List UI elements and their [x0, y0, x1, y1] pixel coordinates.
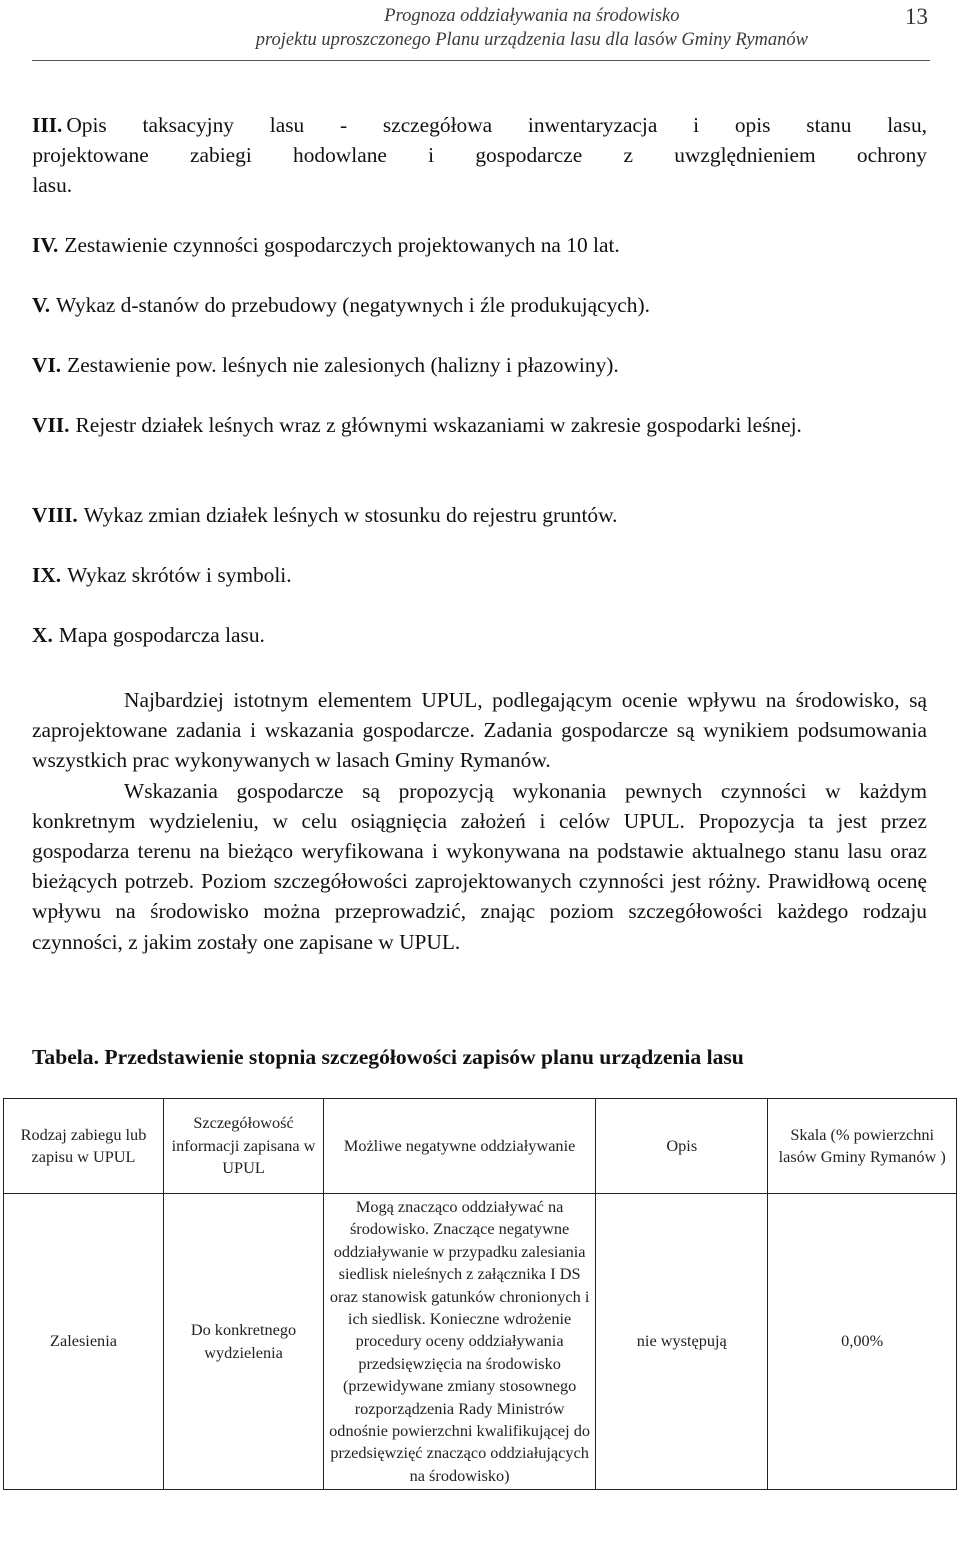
list-item-number: VII. [32, 413, 70, 437]
table-caption-label: Tabela. [32, 1045, 100, 1069]
list-item [32, 500, 927, 530]
list-item-number: X. [32, 623, 53, 647]
list-item-number: VI. [32, 353, 62, 377]
table-row [4, 1194, 957, 1490]
list-item-number: IX. [32, 563, 62, 587]
list-item-line: Opis taksacyjny lasu - szczegółowa inwentaryzacja i opis stanu lasu, [66, 113, 927, 137]
table-header-row [4, 1099, 957, 1194]
list-item-number: IV. [32, 233, 59, 257]
list-item [32, 350, 927, 380]
cell-scale: 0,00% [768, 1194, 957, 1490]
header-line-2: projektu uproszczonego Planu urządzenia lasu dla lasów Gminy Rymanów [255, 30, 808, 50]
list-item-number: III. [32, 113, 63, 137]
table-caption [32, 1045, 744, 1070]
list-item-text: Zestawienie pow. leśnych nie zalesionych (halizny i płazowiny). [67, 353, 619, 377]
column-header-scale: Skala (% powierzchni lasów Gminy Rymanów ) [768, 1099, 957, 1194]
list-item-line: lasu. [32, 173, 73, 197]
cell-type: Zalesienia [4, 1194, 164, 1490]
page-number: 13 [905, 4, 928, 29]
list-item-line: projektowane zabiegi hodowlane i gospodarcze z uwzględnieniem ochrony [32, 143, 927, 167]
list-item [32, 560, 927, 590]
column-header-impact: Możliwe negatywne oddziaływanie [324, 1099, 596, 1194]
list-item-text: Wykaz d-stanów do przebudowy (negatywnych i źle produkujących). [56, 293, 650, 317]
list-item-text: Zestawienie czynności gospodarczych projektowanych na 10 lat. [64, 233, 620, 257]
cell-description: nie występują [596, 1194, 768, 1490]
list-item-text: Rejestr działek leśnych wraz z głównymi wskazaniami w zakresie gospodarki leśnej. [75, 413, 802, 437]
column-header-type: Rodzaj zabiegu lub zapisu w UPUL [4, 1099, 164, 1194]
table-caption-text: Przedstawienie stopnia szczegółowości zapisów planu urządzenia lasu [104, 1045, 744, 1069]
column-header-description: Opis [596, 1099, 768, 1194]
list-item [32, 620, 927, 650]
list-item-text: Mapa gospodarcza lasu. [58, 623, 265, 647]
paragraph: Wskazania gospodarcze są propozycją wykonania pewnych czynności w każdym konkretnym wydzieleniu, w celu osiągnięcia założeń i celów UPUL. Propozycja ta jest przez gospodarza terenu na bieżąco weryfikowana i wykonywana na podstawie aktualnego stanu lasu oraz bieżących potrzeb. Poziom szczegółowości zaprojektowanych czynności jest różny. Prawidłową ocenę wpływu na środowisko można przeprowadzić, znając poziom szczegółowości każdego rodzaju czynności, z jakim zostały one zapisane w UPUL. [32, 778, 927, 954]
header-line-1: Prognoza oddziaływania na środowisko [384, 6, 680, 26]
list-item-text: Wykaz skrótów i symboli. [67, 563, 292, 587]
header-divider [32, 60, 930, 61]
list-item [32, 110, 927, 200]
list-item [32, 290, 927, 320]
annex-list [32, 110, 927, 650]
paragraph: Najbardziej istotnym elementem UPUL, podlegającym ocenie wpływu na środowisko, są zaprojektowane zadania i wskazania gospodarcze. Zadania gospodarcze są wynikiem podsumowania wszystkich prac wykonywanych w lasach Gminy Rymanów. [32, 688, 927, 773]
page-header [0, 0, 960, 64]
list-item-number: V. [32, 293, 51, 317]
list-item [32, 230, 927, 260]
list-item-number: VIII. [32, 503, 78, 527]
cell-detail: Do konkretnego wydzielenia [164, 1194, 324, 1490]
column-header-detail: Szczegółowość informacji zapisana w UPUL [164, 1099, 324, 1194]
list-item-text: Wykaz zmian działek leśnych w stosunku do rejestru gruntów. [83, 503, 618, 527]
body-text [32, 685, 927, 957]
list-item [32, 410, 927, 470]
header-title [256, 4, 808, 52]
planning-detail-table [3, 1098, 957, 1490]
cell-impact: Mogą znacząco oddziaływać na środowisko. Znaczące negatywne oddziaływanie w przypadku zalesiania siedlisk nieleśnych z załącznika I DS oraz stanowisk gatunków chronionych i ich siedlisk. Konieczne wdrożenie procedury oceny oddziaływania przedsięwzięcia na środowisko (przewidywane zmiany stosownego rozporządzenia Rady Ministrów odnośnie powierzchni kwalifikującej do przedsięwzięć znacząco oddziałujących na środowisko) [324, 1194, 596, 1490]
